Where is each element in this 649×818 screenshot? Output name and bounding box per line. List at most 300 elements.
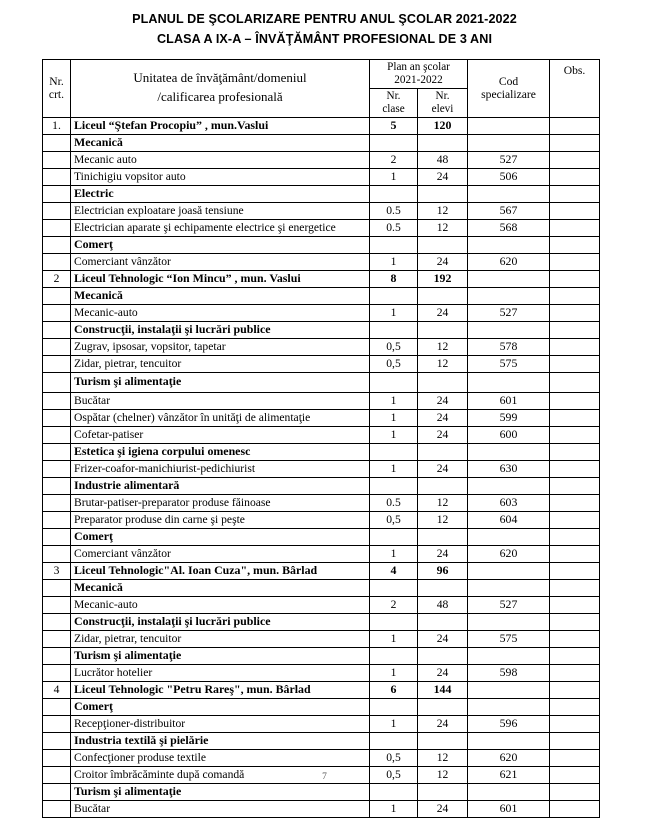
column-header-nr-elevi-line-2: elevi bbox=[431, 102, 454, 115]
column-header-unit-line-2: /calificarea profesională bbox=[157, 89, 283, 105]
cell-cod-specializare bbox=[468, 117, 550, 134]
column-header-unit-line-1: Unitatea de învăţământ/domeniul bbox=[133, 70, 307, 86]
cell-nr-clase bbox=[370, 321, 418, 338]
cell-cod-specializare: 601 bbox=[468, 800, 550, 817]
cell-nr-clase: 1 bbox=[370, 664, 418, 681]
cell-nr-elevi: 120 bbox=[418, 117, 468, 134]
cell-obs bbox=[550, 562, 600, 579]
cell-nr-clase: 0,5 bbox=[370, 749, 418, 766]
cell-obs bbox=[550, 202, 600, 219]
cell-nr-clase: 4 bbox=[370, 562, 418, 579]
cell-nr-clase: 0,5 bbox=[370, 511, 418, 528]
cell-unit-name: Mecanică bbox=[71, 579, 370, 596]
table-row bbox=[43, 545, 600, 562]
cell-nr-clase bbox=[370, 134, 418, 151]
column-header-nr-crt-line-2: crt. bbox=[48, 88, 65, 102]
cell-obs bbox=[550, 698, 600, 715]
cell-cod-specializare: 630 bbox=[468, 460, 550, 477]
document-titles bbox=[0, 0, 649, 49]
column-header-nr-elevi-line-1: Nr. bbox=[435, 89, 450, 102]
cell-nr-elevi bbox=[418, 613, 468, 630]
cell-nr-elevi: 24 bbox=[418, 168, 468, 185]
table-row bbox=[43, 151, 600, 168]
table-header-row-1 bbox=[43, 60, 600, 89]
cell-nr-elevi bbox=[418, 732, 468, 749]
cell-nr-clase: 0.5 bbox=[370, 202, 418, 219]
schooling-plan-table-wrapper bbox=[0, 59, 649, 818]
table-row bbox=[43, 270, 600, 287]
cell-cod-specializare bbox=[468, 528, 550, 545]
cell-nr-elevi bbox=[418, 579, 468, 596]
cell-nr-clase: 0,5 bbox=[370, 766, 418, 783]
cell-obs bbox=[550, 528, 600, 545]
cell-cod-specializare: 598 bbox=[468, 664, 550, 681]
cell-nr-elevi: 24 bbox=[418, 545, 468, 562]
cell-nr-clase bbox=[370, 613, 418, 630]
cell-unit-name: Industria textilă şi pielărie bbox=[71, 732, 370, 749]
cell-unit-name: Ospătar (chelner) vânzător în unităţi de alimentaţie bbox=[71, 409, 370, 426]
column-header-nr-clase-line-1: Nr. bbox=[386, 89, 401, 102]
cell-nr-elevi: 24 bbox=[418, 630, 468, 647]
table-row bbox=[43, 185, 600, 202]
cell-nr-elevi bbox=[418, 647, 468, 664]
cell-nr-crt bbox=[43, 372, 71, 392]
cell-nr-clase: 1 bbox=[370, 460, 418, 477]
cell-nr-elevi: 24 bbox=[418, 426, 468, 443]
cell-nr-clase: 1 bbox=[370, 253, 418, 270]
cell-unit-name: Comerţ bbox=[71, 698, 370, 715]
cell-cod-specializare bbox=[468, 681, 550, 698]
table-row bbox=[43, 392, 600, 409]
cell-obs bbox=[550, 253, 600, 270]
cell-cod-specializare bbox=[468, 270, 550, 287]
cell-nr-crt bbox=[43, 613, 71, 630]
cell-cod-specializare: 620 bbox=[468, 545, 550, 562]
cell-nr-clase: 0.5 bbox=[370, 219, 418, 236]
cell-nr-crt bbox=[43, 168, 71, 185]
cell-nr-crt bbox=[43, 202, 71, 219]
page-title-line-2: CLASA A IX-A – ÎNVĂŢĂMÂNT PROFESIONAL DE 3 ANI bbox=[156, 32, 493, 46]
cell-unit-name: Mecanic-auto bbox=[71, 596, 370, 613]
cell-nr-crt bbox=[43, 494, 71, 511]
cell-nr-elevi: 24 bbox=[418, 304, 468, 321]
cell-unit-name: Mecanic-auto bbox=[71, 304, 370, 321]
table-row bbox=[43, 409, 600, 426]
cell-obs bbox=[550, 168, 600, 185]
table-row bbox=[43, 681, 600, 698]
cell-nr-crt bbox=[43, 477, 71, 494]
cell-nr-elevi: 12 bbox=[418, 338, 468, 355]
cell-nr-clase: 2 bbox=[370, 596, 418, 613]
cell-nr-crt bbox=[43, 409, 71, 426]
cell-nr-elevi bbox=[418, 134, 468, 151]
cell-nr-elevi: 24 bbox=[418, 409, 468, 426]
cell-unit-name: Lucrător hotelier bbox=[71, 664, 370, 681]
cell-unit-name: Estetica şi igiena corpului omenesc bbox=[71, 443, 370, 460]
cell-obs bbox=[550, 321, 600, 338]
cell-nr-elevi: 96 bbox=[418, 562, 468, 579]
cell-nr-crt: 4 bbox=[43, 681, 71, 698]
column-header-cod-line-1: Cod bbox=[498, 74, 519, 88]
table-row bbox=[43, 511, 600, 528]
cell-nr-elevi bbox=[418, 185, 468, 202]
cell-cod-specializare bbox=[468, 443, 550, 460]
table-row bbox=[43, 664, 600, 681]
cell-nr-crt bbox=[43, 443, 71, 460]
column-header-cod bbox=[468, 60, 550, 118]
cell-unit-name: Mecanică bbox=[71, 134, 370, 151]
cell-nr-elevi: 12 bbox=[418, 202, 468, 219]
cell-nr-clase bbox=[370, 528, 418, 545]
cell-cod-specializare: 575 bbox=[468, 630, 550, 647]
cell-unit-name: Comerciant vânzător bbox=[71, 253, 370, 270]
table-row bbox=[43, 596, 600, 613]
cell-obs bbox=[550, 460, 600, 477]
cell-unit-name: Construcţii, instalaţii şi lucrări publice bbox=[71, 321, 370, 338]
cell-obs bbox=[550, 545, 600, 562]
cell-obs bbox=[550, 477, 600, 494]
cell-nr-elevi: 24 bbox=[418, 460, 468, 477]
cell-nr-crt bbox=[43, 304, 71, 321]
cell-nr-elevi bbox=[418, 372, 468, 392]
cell-cod-specializare: 527 bbox=[468, 596, 550, 613]
cell-unit-name: Croitor îmbrăcăminte după comandă bbox=[71, 766, 370, 783]
cell-unit-name: Mecanic auto bbox=[71, 151, 370, 168]
cell-unit-name: Tinichigiu vopsitor auto bbox=[71, 168, 370, 185]
cell-nr-crt bbox=[43, 783, 71, 800]
cell-unit-name: Liceul Tehnologic"Al. Ioan Cuza", mun. Bârlad bbox=[71, 562, 370, 579]
table-row bbox=[43, 304, 600, 321]
cell-cod-specializare bbox=[468, 732, 550, 749]
cell-unit-name: Comerciant vânzător bbox=[71, 545, 370, 562]
table-row bbox=[43, 477, 600, 494]
cell-nr-crt bbox=[43, 511, 71, 528]
cell-obs bbox=[550, 355, 600, 372]
cell-nr-crt bbox=[43, 715, 71, 732]
cell-unit-name: Turism şi alimentaţie bbox=[71, 783, 370, 800]
cell-nr-crt bbox=[43, 219, 71, 236]
schooling-plan-table bbox=[42, 59, 600, 818]
cell-nr-elevi: 12 bbox=[418, 355, 468, 372]
cell-nr-crt bbox=[43, 426, 71, 443]
cell-nr-clase bbox=[370, 647, 418, 664]
cell-nr-elevi bbox=[418, 443, 468, 460]
cell-cod-specializare bbox=[468, 321, 550, 338]
cell-nr-elevi bbox=[418, 477, 468, 494]
cell-unit-name: Electrician aparate şi echipamente electrice şi energetice bbox=[71, 219, 370, 236]
cell-cod-specializare: 600 bbox=[468, 426, 550, 443]
cell-unit-name: Frizer-coafor-manichiurist-pedichiurist bbox=[71, 460, 370, 477]
cell-nr-crt bbox=[43, 185, 71, 202]
cell-cod-specializare: 527 bbox=[468, 151, 550, 168]
table-body bbox=[43, 117, 600, 817]
cell-nr-elevi: 24 bbox=[418, 392, 468, 409]
cell-cod-specializare bbox=[468, 783, 550, 800]
cell-nr-crt bbox=[43, 355, 71, 372]
cell-obs bbox=[550, 392, 600, 409]
cell-nr-crt bbox=[43, 749, 71, 766]
cell-unit-name: Liceul Tehnologic “Ion Mincu” , mun. Vaslui bbox=[71, 270, 370, 287]
cell-nr-crt bbox=[43, 596, 71, 613]
cell-unit-name: Turism şi alimentaţie bbox=[71, 372, 370, 392]
table-row bbox=[43, 494, 600, 511]
cell-unit-name: Zidar, pietrar, tencuitor bbox=[71, 630, 370, 647]
cell-cod-specializare bbox=[468, 579, 550, 596]
cell-nr-elevi bbox=[418, 783, 468, 800]
cell-obs bbox=[550, 749, 600, 766]
cell-obs bbox=[550, 219, 600, 236]
cell-nr-clase: 1 bbox=[370, 168, 418, 185]
column-header-nr-crt bbox=[43, 60, 71, 118]
cell-nr-elevi: 12 bbox=[418, 494, 468, 511]
cell-obs bbox=[550, 647, 600, 664]
cell-obs bbox=[550, 134, 600, 151]
column-header-nr-clase bbox=[370, 88, 418, 117]
cell-unit-name: Brutar-patiser-preparator produse făinoase bbox=[71, 494, 370, 511]
cell-nr-crt: 2 bbox=[43, 270, 71, 287]
cell-cod-specializare: 578 bbox=[468, 338, 550, 355]
cell-cod-specializare bbox=[468, 134, 550, 151]
cell-cod-specializare bbox=[468, 647, 550, 664]
table-row bbox=[43, 732, 600, 749]
column-header-plan-line-1: Plan an şcolar bbox=[387, 61, 450, 73]
cell-unit-name: Confecţioner produse textile bbox=[71, 749, 370, 766]
cell-unit-name: Zidar, pietrar, tencuitor bbox=[71, 355, 370, 372]
column-header-nr-clase-line-2: clase bbox=[382, 102, 405, 115]
cell-nr-crt bbox=[43, 134, 71, 151]
table-row bbox=[43, 338, 600, 355]
cell-unit-name: Electrician exploatare joasă tensiune bbox=[71, 202, 370, 219]
cell-unit-name: Liceul Tehnologic "Petru Rareş", mun. Bârlad bbox=[71, 681, 370, 698]
cell-nr-elevi: 12 bbox=[418, 766, 468, 783]
cell-cod-specializare: 604 bbox=[468, 511, 550, 528]
cell-nr-clase: 1 bbox=[370, 392, 418, 409]
cell-nr-clase bbox=[370, 287, 418, 304]
cell-nr-clase: 0.5 bbox=[370, 494, 418, 511]
cell-nr-crt bbox=[43, 236, 71, 253]
cell-obs bbox=[550, 494, 600, 511]
table-row bbox=[43, 800, 600, 817]
cell-nr-clase: 1 bbox=[370, 715, 418, 732]
column-header-cod-line-2: specializare bbox=[481, 88, 536, 102]
cell-nr-elevi: 192 bbox=[418, 270, 468, 287]
cell-unit-name: Recepţioner-distribuitor bbox=[71, 715, 370, 732]
cell-nr-crt bbox=[43, 630, 71, 647]
cell-cod-specializare bbox=[468, 698, 550, 715]
cell-nr-crt bbox=[43, 800, 71, 817]
cell-nr-crt bbox=[43, 338, 71, 355]
cell-nr-crt: 1. bbox=[43, 117, 71, 134]
table-row bbox=[43, 630, 600, 647]
cell-cod-specializare bbox=[468, 613, 550, 630]
cell-obs bbox=[550, 800, 600, 817]
cell-nr-crt bbox=[43, 647, 71, 664]
cell-unit-name: Mecanică bbox=[71, 287, 370, 304]
cell-nr-clase: 1 bbox=[370, 426, 418, 443]
table-row bbox=[43, 253, 600, 270]
cell-nr-crt bbox=[43, 151, 71, 168]
table-row bbox=[43, 749, 600, 766]
column-header-nr-elevi bbox=[418, 88, 468, 117]
cell-nr-clase: 1 bbox=[370, 409, 418, 426]
cell-obs bbox=[550, 304, 600, 321]
cell-unit-name: Construcţii, instalaţii şi lucrări publice bbox=[71, 613, 370, 630]
cell-nr-crt bbox=[43, 460, 71, 477]
cell-nr-crt bbox=[43, 253, 71, 270]
table-row bbox=[43, 647, 600, 664]
cell-obs bbox=[550, 783, 600, 800]
cell-cod-specializare: 621 bbox=[468, 766, 550, 783]
cell-cod-specializare bbox=[468, 372, 550, 392]
cell-nr-clase: 2 bbox=[370, 151, 418, 168]
table-row bbox=[43, 528, 600, 545]
table-row bbox=[43, 117, 600, 134]
table-row bbox=[43, 460, 600, 477]
cell-obs bbox=[550, 236, 600, 253]
cell-nr-crt bbox=[43, 545, 71, 562]
table-row bbox=[43, 219, 600, 236]
cell-nr-crt bbox=[43, 579, 71, 596]
page-title-line-1: PLANUL DE ŞCOLARIZARE PENTRU ANUL ŞCOLAR 2021-2022 bbox=[132, 12, 517, 26]
column-header-plan bbox=[370, 60, 468, 89]
cell-obs bbox=[550, 117, 600, 134]
cell-nr-elevi bbox=[418, 528, 468, 545]
cell-nr-elevi bbox=[418, 698, 468, 715]
table-row bbox=[43, 287, 600, 304]
table-row bbox=[43, 613, 600, 630]
cell-cod-specializare: 506 bbox=[468, 168, 550, 185]
cell-nr-crt bbox=[43, 287, 71, 304]
cell-obs bbox=[550, 664, 600, 681]
cell-nr-clase: 8 bbox=[370, 270, 418, 287]
cell-obs bbox=[550, 732, 600, 749]
cell-nr-elevi: 48 bbox=[418, 596, 468, 613]
cell-cod-specializare: 603 bbox=[468, 494, 550, 511]
cell-nr-clase: 5 bbox=[370, 117, 418, 134]
cell-obs bbox=[550, 511, 600, 528]
table-row bbox=[43, 355, 600, 372]
cell-nr-crt bbox=[43, 732, 71, 749]
cell-cod-specializare: 527 bbox=[468, 304, 550, 321]
table-row bbox=[43, 562, 600, 579]
page-number: 7 bbox=[322, 772, 327, 782]
cell-nr-elevi: 12 bbox=[418, 511, 468, 528]
cell-nr-clase bbox=[370, 698, 418, 715]
table-row bbox=[43, 426, 600, 443]
cell-obs bbox=[550, 630, 600, 647]
cell-nr-elevi: 12 bbox=[418, 219, 468, 236]
cell-nr-clase bbox=[370, 185, 418, 202]
cell-unit-name: Bucătar bbox=[71, 392, 370, 409]
table-row bbox=[43, 372, 600, 392]
table-row bbox=[43, 783, 600, 800]
cell-nr-elevi: 144 bbox=[418, 681, 468, 698]
cell-unit-name: Liceul “Ştefan Procopiu” , mun.Vaslui bbox=[71, 117, 370, 134]
table-row bbox=[43, 698, 600, 715]
cell-obs bbox=[550, 596, 600, 613]
cell-obs bbox=[550, 715, 600, 732]
cell-nr-clase: 1 bbox=[370, 545, 418, 562]
cell-nr-clase bbox=[370, 477, 418, 494]
cell-obs bbox=[550, 579, 600, 596]
cell-unit-name: Preparator produse din carne şi peşte bbox=[71, 511, 370, 528]
cell-nr-crt bbox=[43, 528, 71, 545]
cell-nr-elevi bbox=[418, 287, 468, 304]
cell-cod-specializare: 599 bbox=[468, 409, 550, 426]
cell-unit-name: Electric bbox=[71, 185, 370, 202]
cell-cod-specializare: 567 bbox=[468, 202, 550, 219]
cell-cod-specializare: 575 bbox=[468, 355, 550, 372]
table-row bbox=[43, 579, 600, 596]
cell-nr-clase bbox=[370, 732, 418, 749]
table-header bbox=[43, 60, 600, 118]
cell-cod-specializare: 620 bbox=[468, 749, 550, 766]
column-header-unit bbox=[71, 60, 370, 118]
table-row bbox=[43, 443, 600, 460]
column-header-nr-crt-line-1: Nr. bbox=[49, 74, 64, 88]
cell-obs bbox=[550, 443, 600, 460]
cell-nr-elevi bbox=[418, 236, 468, 253]
cell-obs bbox=[550, 372, 600, 392]
cell-cod-specializare: 601 bbox=[468, 392, 550, 409]
cell-nr-elevi bbox=[418, 321, 468, 338]
cell-nr-clase: 1 bbox=[370, 630, 418, 647]
cell-cod-specializare bbox=[468, 236, 550, 253]
table-row bbox=[43, 202, 600, 219]
cell-nr-clase: 0,5 bbox=[370, 355, 418, 372]
cell-unit-name: Bucătar bbox=[71, 800, 370, 817]
cell-unit-name: Turism şi alimentaţie bbox=[71, 647, 370, 664]
cell-nr-clase: 0,5 bbox=[370, 338, 418, 355]
table-row bbox=[43, 715, 600, 732]
column-header-obs: Obs. bbox=[550, 60, 600, 118]
cell-cod-specializare: 596 bbox=[468, 715, 550, 732]
cell-nr-elevi: 24 bbox=[418, 715, 468, 732]
cell-nr-clase bbox=[370, 236, 418, 253]
cell-obs bbox=[550, 185, 600, 202]
cell-nr-clase: 1 bbox=[370, 304, 418, 321]
table-row bbox=[43, 134, 600, 151]
cell-unit-name: Cofetar-patiser bbox=[71, 426, 370, 443]
cell-unit-name: Zugrav, ipsosar, vopsitor, tapetar bbox=[71, 338, 370, 355]
cell-unit-name: Comerţ bbox=[71, 528, 370, 545]
cell-nr-clase bbox=[370, 443, 418, 460]
cell-nr-elevi: 24 bbox=[418, 664, 468, 681]
cell-nr-clase: 6 bbox=[370, 681, 418, 698]
table-row bbox=[43, 321, 600, 338]
cell-nr-elevi: 24 bbox=[418, 253, 468, 270]
cell-nr-crt bbox=[43, 664, 71, 681]
cell-nr-crt bbox=[43, 321, 71, 338]
cell-nr-crt bbox=[43, 392, 71, 409]
cell-obs bbox=[550, 338, 600, 355]
cell-obs bbox=[550, 270, 600, 287]
cell-nr-clase bbox=[370, 579, 418, 596]
cell-cod-specializare: 620 bbox=[468, 253, 550, 270]
cell-nr-clase bbox=[370, 783, 418, 800]
cell-cod-specializare bbox=[468, 185, 550, 202]
cell-nr-elevi: 12 bbox=[418, 749, 468, 766]
cell-cod-specializare bbox=[468, 477, 550, 494]
cell-obs bbox=[550, 426, 600, 443]
cell-cod-specializare: 568 bbox=[468, 219, 550, 236]
cell-obs bbox=[550, 409, 600, 426]
cell-nr-elevi: 48 bbox=[418, 151, 468, 168]
column-header-plan-line-2: 2021-2022 bbox=[394, 73, 443, 86]
cell-nr-clase: 1 bbox=[370, 800, 418, 817]
cell-obs bbox=[550, 287, 600, 304]
table-row bbox=[43, 236, 600, 253]
